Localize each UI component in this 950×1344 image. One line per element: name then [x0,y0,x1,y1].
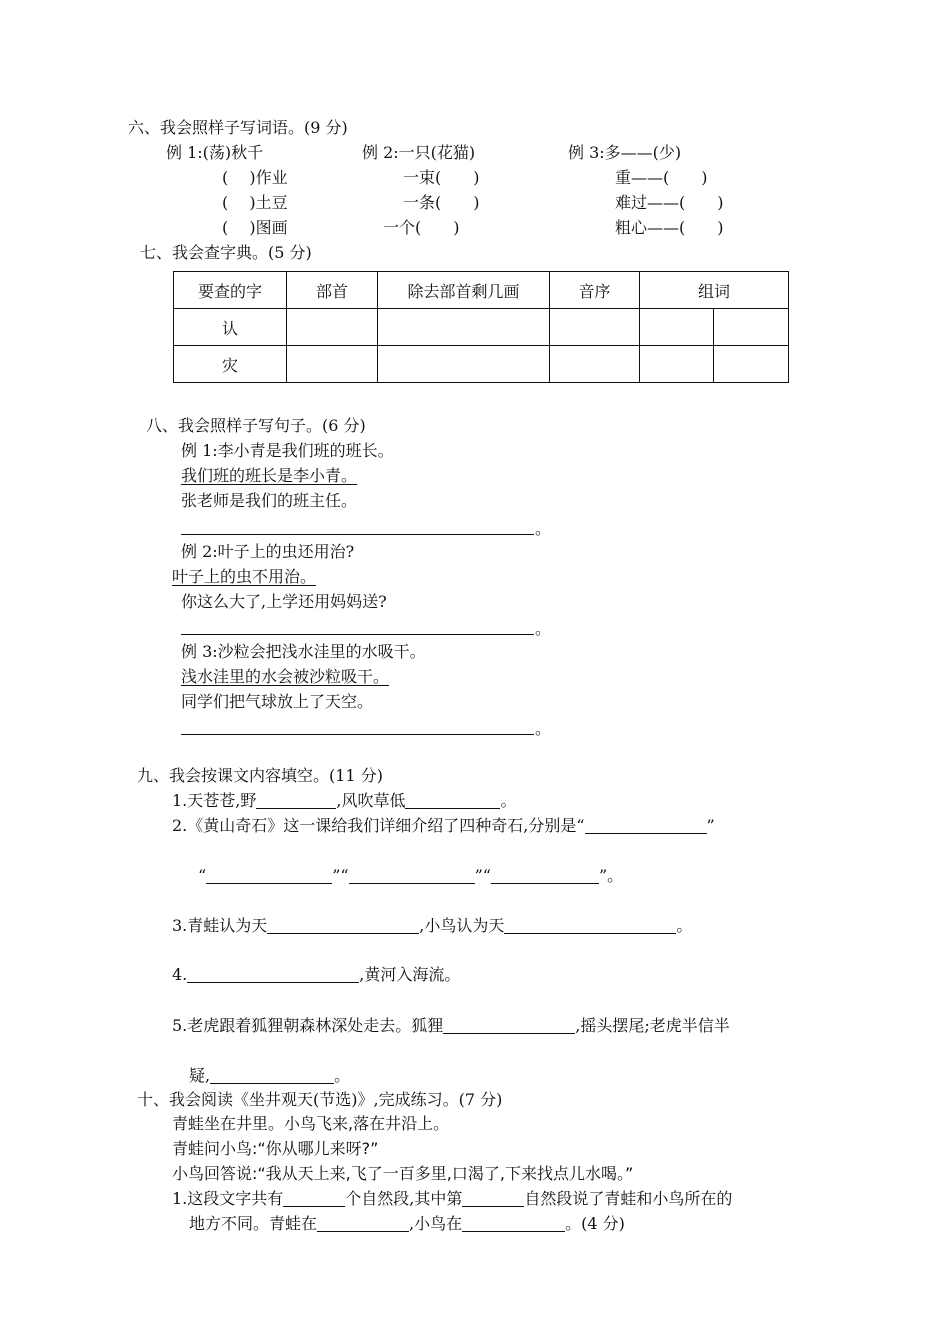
fill-blank[interactable] [256,792,336,809]
table-cell-blank[interactable] [640,309,714,346]
s8-period: 。 [535,519,552,538]
s8-example-2: 例 2:叶子上的虫还用治? [181,542,355,561]
s8-question-2: 你这么大了,上学还用妈妈送? [181,592,387,611]
dictionary-table [173,271,789,383]
s8-question-3: 同学们把气球放上了天空。 [181,692,374,711]
fill-blank[interactable] [504,917,676,934]
fill-blank[interactable] [283,1190,345,1207]
table-row [174,346,789,383]
s8-answer-line-2[interactable] [181,634,534,635]
table-header: 音序 [550,272,640,309]
fill-blank[interactable] [349,867,475,884]
s8-question-1: 张老师是我们的班主任。 [181,491,358,510]
s6-item: 重——( ) [615,168,708,187]
table-cell-blank[interactable] [287,346,378,383]
s9-question-3: 3.青蛙认为天 ,小鸟认为天 。 [172,916,693,935]
fill-blank[interactable] [267,917,419,934]
s6-item: ( )图画 [222,218,288,237]
s6-item: ( )作业 [222,168,288,187]
s10-question-1-cont: 地方不同。青蛙在 ,小鸟在 。(4 分) [189,1214,625,1233]
table-cell-blank[interactable] [550,309,640,346]
s6-example-2: 例 2:一只(花猫) [362,143,476,162]
s6-item: 一条( ) [403,193,480,212]
fill-blank[interactable] [443,1017,575,1034]
s10-question-1: 1.这段文字共有 个自然段,其中第 自然段说了青蛙和小鸟所在的 [172,1189,733,1208]
s6-item: 粗心——( ) [615,218,724,237]
section-9-title: 九、我会按课文内容填空。(11 分) [137,766,383,785]
s8-answer-line-3[interactable] [181,734,534,735]
table-header: 部首 [287,272,378,309]
s8-answer-line-1[interactable] [181,534,534,535]
table-cell-blank[interactable] [640,346,714,383]
fill-blank[interactable] [317,1215,409,1232]
fill-blank[interactable] [462,1190,524,1207]
section-10-title: 十、我会阅读《坐井观天(节选)》,完成练习。(7 分) [137,1090,503,1109]
s9-question-2: 2.《黄山奇石》这一课给我们详细介绍了四种奇石,分别是“ ” [172,816,715,835]
table-cell-blank[interactable] [550,346,640,383]
table-cell-blank[interactable] [714,309,789,346]
table-header: 组词 [640,272,789,309]
fill-blank[interactable] [405,792,500,809]
section-8-title: 八、我会照样子写句子。(6 分) [146,416,366,435]
section-7-title: 七、我会查字典。(5 分) [140,243,312,262]
s9-question-5-cont: 疑, 。 [189,1066,351,1085]
s9-question-4: 4. ,黄河入海流。 [172,965,461,984]
s8-example-3: 例 3:沙粒会把浅水洼里的水吸干。 [181,642,426,661]
table-cell-blank[interactable] [378,346,550,383]
fill-blank[interactable] [187,966,359,983]
s9-question-1: 1.天苍苍,野 ,风吹草低 。 [172,791,517,810]
s6-example-3: 例 3:多——(少) [568,143,682,162]
s6-item: ( )土豆 [222,193,288,212]
s6-item: 难过——( ) [615,193,724,212]
fill-blank[interactable] [585,817,707,834]
section-6-title: 六、我会照样子写词语。(9 分) [128,118,348,137]
s9-question-5: 5.老虎跟着狐狸朝森林深处走去。狐狸 ,摇头摆尾;老虎半信半 [172,1016,730,1035]
s8-period: 。 [535,719,552,738]
table-cell-char: 认 [174,309,287,346]
table-cell-blank[interactable] [714,346,789,383]
fill-blank[interactable] [206,867,332,884]
table-cell-blank[interactable] [378,309,550,346]
s10-passage-2: 青蛙问小鸟:“你从哪儿来呀?” [172,1139,379,1158]
table-header: 要查的字 [174,272,287,309]
fill-blank[interactable] [462,1215,565,1232]
s6-example-1: 例 1:(荡)秋千 [166,143,264,162]
table-header: 除去部首剩几画 [378,272,550,309]
table-cell-char: 灾 [174,346,287,383]
s9-question-2-cont: “ ”“ ”“ ”。 [198,866,624,885]
table-cell-blank[interactable] [287,309,378,346]
table-row [174,309,789,346]
s8-period: 。 [535,619,552,638]
s10-passage-1: 青蛙坐在井里。小鸟飞来,落在井沿上。 [172,1114,450,1133]
s8-example-1: 例 1:李小青是我们班的班长。 [181,441,394,460]
s10-passage-3: 小鸟回答说:“我从天上来,飞了一百多里,口渴了,下来找点儿水喝。” [172,1164,634,1183]
fill-blank[interactable] [491,867,599,884]
s8-answer-1: 我们班的班长是李小青。 [181,466,358,485]
s6-item: 一个( ) [383,218,460,237]
fill-blank[interactable] [210,1067,334,1084]
s8-answer-3: 浅水洼里的水会被沙粒吸干。 [181,667,390,686]
s8-answer-2: 叶子上的虫不用治。 [172,567,317,586]
s6-item: 一束( ) [403,168,480,187]
